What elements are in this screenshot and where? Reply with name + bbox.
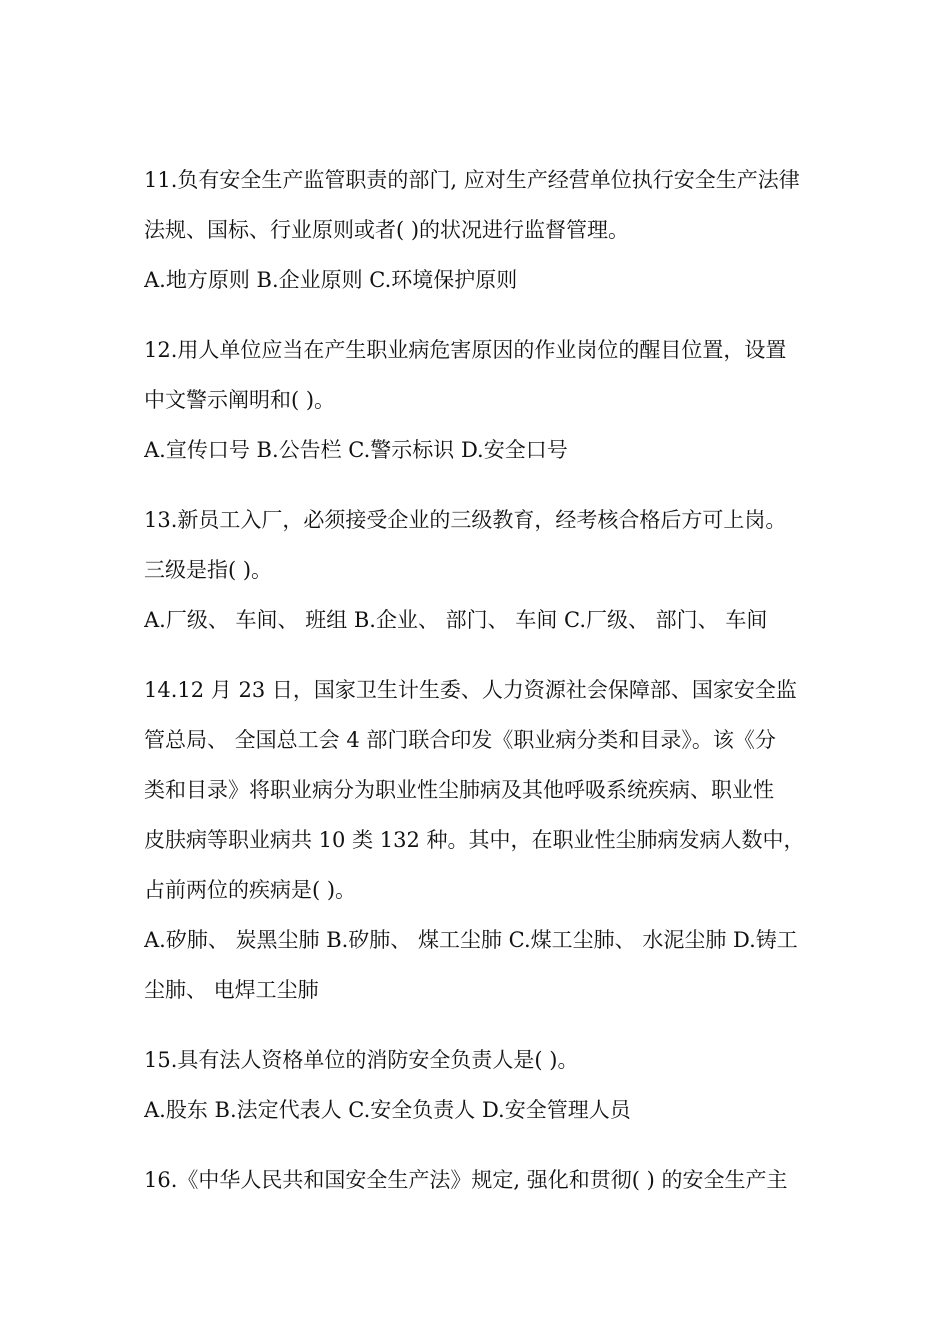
question-stem [144, 155, 808, 255]
question-options [144, 255, 808, 305]
question-15 [144, 1035, 808, 1135]
stem-line: 三级是指( )。 [144, 558, 273, 582]
question-stem [144, 1035, 808, 1085]
question-13 [144, 495, 808, 645]
stem-line: 法规、国标、行业原则或者( )的状况进行监督管理。 [144, 218, 630, 242]
question-16 [144, 1155, 808, 1205]
options-line: A.股东 B.法定代表人 C.安全负责人 D.安全管理人员 [144, 1098, 631, 1122]
stem-line: 管总局、 全国总工会 4 部门联合印发《职业病分类和目录》。该《分 [144, 728, 776, 752]
question-stem [144, 1155, 808, 1205]
stem-line: 13.新员工入厂，必须接受企业的三级教育，经考核合格后方可上岗。 [144, 508, 787, 532]
question-stem [144, 665, 808, 915]
question-options [144, 1085, 808, 1135]
stem-line: 中文警示阐明和( )。 [144, 388, 336, 412]
options-line: A.宣传口号 B.公告栏 C.警示标识 D.安全口号 [144, 438, 568, 462]
question-14 [144, 665, 808, 1015]
options-line: 尘肺、 电焊工尘肺 [144, 978, 319, 1002]
question-stem [144, 325, 808, 425]
question-list [144, 155, 808, 1225]
stem-line: 16.《中华人民共和国安全生产法》规定, 强化和贯彻( ) 的安全生产主 [144, 1168, 788, 1192]
options-line: A.地方原则 B.企业原则 C.环境保护原则 [144, 268, 518, 292]
stem-line: 15.具有法人资格单位的消防安全负责人是( )。 [144, 1048, 579, 1072]
stem-line: 14.12 月 23 日，国家卫生计生委、人力资源社会保障部、国家安全监 [144, 678, 797, 702]
question-stem [144, 495, 808, 595]
stem-line: 占前两位的疾病是( )。 [144, 878, 357, 902]
options-line: A.厂级、 车间、 班组 B.企业、 部门、 车间 C.厂级、 部门、 车间 [144, 608, 768, 632]
options-line: A.矽肺、 炭黑尘肺 B.矽肺、 煤工尘肺 C.煤工尘肺、 水泥尘肺 D.铸工 [144, 928, 798, 952]
question-12 [144, 325, 808, 475]
stem-line: 类和目录》将职业病分为职业性尘肺病及其他呼吸系统疾病、职业性 [144, 778, 774, 802]
stem-line: 11.负有安全生产监管职责的部门, 应对生产经营单位执行安全生产法律 [144, 168, 800, 192]
stem-line: 12.用人单位应当在产生职业病危害原因的作业岗位的醒目位置，设置 [144, 338, 787, 362]
question-options [144, 915, 808, 1015]
stem-line: 皮肤病等职业病共 10 类 132 种。其中，在职业性尘肺病发病人数中， [144, 828, 805, 852]
question-11 [144, 155, 808, 305]
question-options [144, 595, 808, 645]
question-options [144, 425, 808, 475]
